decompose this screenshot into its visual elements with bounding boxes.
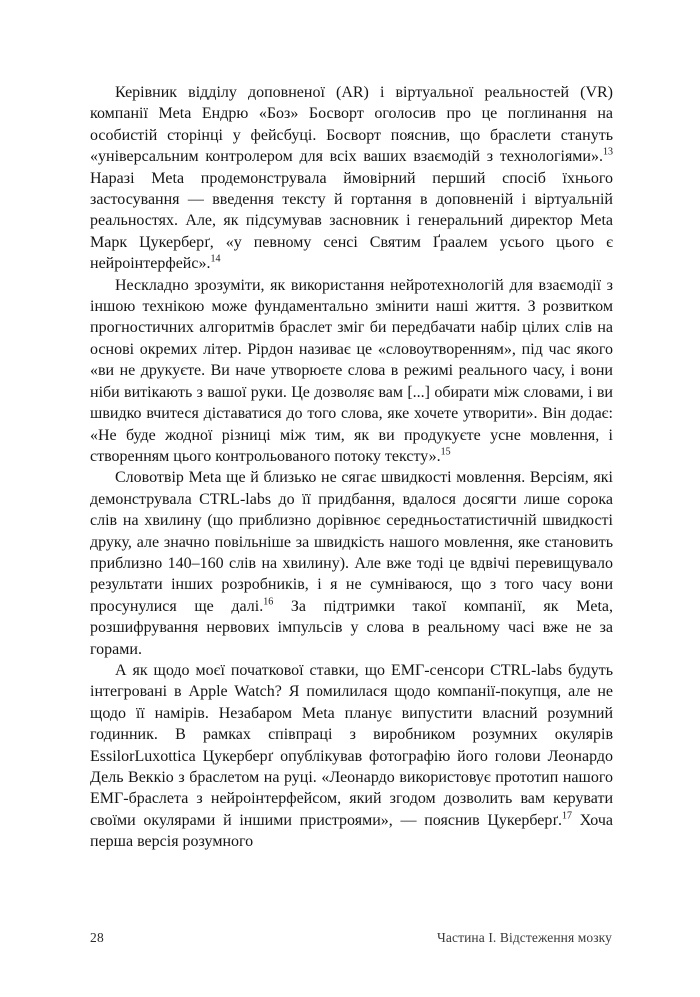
paragraph: Нескладно зрозуміти, як використання нейротехнологій для взаємодії з іншою технікою може фундаментально змінити наші життя. З розвитком прогностичних алгоритмів браслет зміг би передбачати набір цілих слів на основі окремих літер. Рірдон називає це «словоутворенням», під час якого «ви не друкуєте. Ви наче утворюєте слова в режимі реального часу, і вони ніби витікають з вашої руки. Це дозволяє вам [...] обирати між словами, і ви швидко вчитеся діставатися до того слова, яке хочете утворити». Він додає: «Не буде жодної різниці між тим, як ви продукуєте усне мовлення, і створенням цього контрольованого потоку тексту».$^{15}$ [90,276,613,465]
footnote-reference: 17 [562,810,573,822]
page-footer [90,930,612,946]
running-head: Частина I. Відстеження мозку [437,930,612,945]
paragraph: А як щодо моєї початкової ставки, що ЕМГ-сенсори CTRL-labs будуть інтегровані в Apple Watch? Я помилилася щодо компанії-покупця, але не щодо її намірів. Незабаром Meta планує випустити власний розумний годинник. В рамках співпраці з виробником розумних окулярів EssilorLuxottica Цукерберґ опублікував фотографію його голови Леонардо Дель Веккіо з браслетом на руці. «Леонардо використовує прототип нашого ЕМГ-браслета з нейроінтерфейсом, який згодом дозволить вам керувати своїми окулярами й іншими пристроями», — пояснив Цукерберґ.$^{17}$ Хоча перша версія розумного [90,661,614,851]
paragraph: Словотвір Meta ще й близько не сягає швидкості мовлення. Версіям, які демонструвала CTRL-labs до її придбання, вдалося досягти лише сорока слів на хвилину (що приблизно дорівнює середньостатистичній швидкості друку, але значно повільніше за швидкість нашого мовлення, яке становить приблизно 140–160 слів на хвилину). Але вже тоді це вдвічі перевищувало результати інших розробників, і я не сумніваюся, що з того часу вони просунулися ще далі.$^{16}$ За підтримки такої компанії, як Meta, розшифрування нервових імпульсів у слова в реальному часі вже не за горами. [90,469,614,658]
footnote-reference: 16 [263,596,274,608]
body-text [90,82,613,853]
footnote-reference: 15 [440,446,451,458]
page-number: 28 [90,930,104,945]
paragraph: Керівник відділу доповненої (AR) і віртуальної реальностей (VR) компанії Meta Ендрю «Боз» Босворт оголосив про це поглинання на особистій сторінці у фейсбуці. Босворт пояснив, що браслети стануть «універсальним контролером для всіх ваших взаємодій з технологіями».$^{13}$ Наразі Meta продемонструвала ймовірний перший спосіб їхнього застосування — введення тексту й гортання в доповненій і віртуальній реальностях. Але, як підсумував засновник і генеральний директор Meta Марк Цукерберґ, «у певному сенсі Святим Ґраалем усього цього є нейроінтерфейс».$^{14}$ [90,84,613,273]
footnote-reference: 14 [210,253,221,265]
footnote-reference: 13 [603,146,613,158]
